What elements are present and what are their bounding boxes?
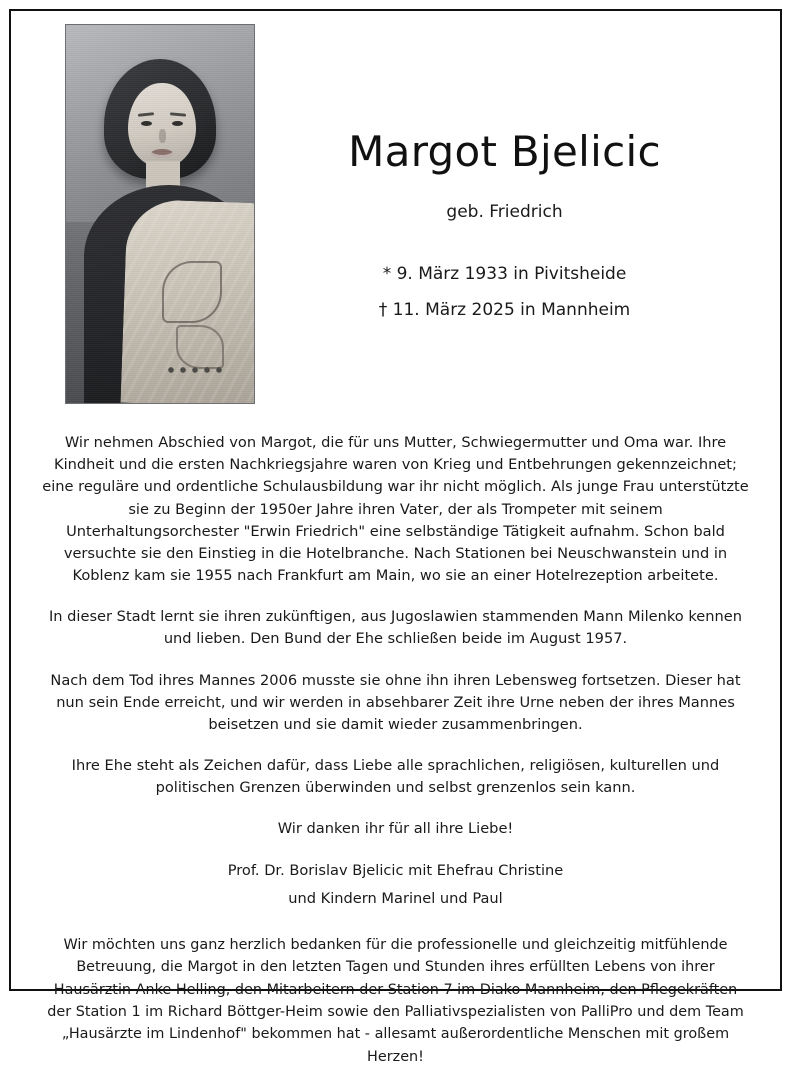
- notice-body: [37, 416, 754, 1068]
- thanks-line: Wir danken ihr für all ihre Liebe!: [277, 820, 514, 838]
- paragraph-2: In dieser Stadt lernt sie ihren zukünftigen, aus Jugoslawien stammenden Mann Milenko kennen und lieben. Den Bund der Ehe schließen beide im August 1957.: [48, 608, 743, 648]
- portrait-container: [37, 24, 255, 404]
- signature-line-2: und Kindern Marinel und Paul: [288, 889, 503, 907]
- paragraph-1: Wir nehmen Abschied von Margot, die für uns Mutter, Schwiegermutter und Oma war. Ihre Kindheit und die ersten Nachkriegsjahre waren von Krieg und Entbehrungen gekennzeichnet; eine reguläre und ordentliche Schulausbildung war ihr nicht möglich. Als junge Frau unterstützte sie zu Beginn der 1950er Jahre ihren Vater, der als Trompeter mit seinem Unterhaltungsorchester "Erwin Friedrich" eine selbständige Tätigkeit aufnahm. Schon bald versuchte sie den Einstieg in die Hotelbranche. Nach Stationen bei Neuschwanstein und in Koblenz kam sie 1955 nach Frankfurt am Main, wo sie an einer Hotelrezeption arbeitete.: [42, 434, 749, 585]
- shawl-motif-lower: [176, 325, 224, 369]
- birth-line: * 9. März 1933 in Pivitsheide: [382, 264, 627, 285]
- shawl-motif-upper: [162, 261, 222, 323]
- identity-block: [255, 24, 754, 320]
- portrait-nose: [159, 129, 166, 143]
- signature-line-1: Prof. Dr. Borislav Bjelicic mit Ehefrau Christine: [227, 861, 564, 879]
- portrait-eye-right: [172, 121, 183, 126]
- portrait-photo: [65, 24, 255, 404]
- death-line: † 11. März 2025 in Mannheim: [378, 300, 631, 321]
- notice-header: [37, 24, 754, 416]
- deceased-name: Margot Bjelicic: [348, 127, 661, 176]
- portrait-mouth: [151, 149, 173, 158]
- paragraph-4: Ihre Ehe steht als Zeichen dafür, dass Liebe alle sprachlichen, religiösen, kulturellen und politischen Grenzen überwinden und selbst grenzenlos sein kann.: [71, 757, 720, 797]
- notice-content: [11, 11, 780, 1065]
- closing-acknowledgement: Wir möchten uns ganz herzlich bedanken für die professionelle und gleichzeitig mitfühlende Betreuung, die Margot in den letzten Tagen und Stunden ihres erfüllten Lebens von ihrer Hausärztin Anke Helling, den Mitarbeitern der Station 7 im Diako Mannheim, den Pflegekräften der Station 1 im Richard Böttger-Heim sowie den Palliativspezialisten von PalliPro und dem Team „Hausärzte im Lindenhof" bekommen hat - allesamt außerordentliche Menschen mit großem Herzen!: [47, 936, 744, 1065]
- shawl-dot-row: [166, 367, 222, 374]
- paragraph-3: Nach dem Tod ihres Mannes 2006 musste sie ohne ihn ihren Lebensweg fortsetzen. Dieser hat nun sein Ende erreicht, und wir werden in absehbarer Zeit ihre Urne neben der ihres Mannes beisetzen und sie damit wieder zusammenbringen.: [50, 671, 741, 733]
- portrait-eye-left: [141, 121, 152, 126]
- thanks-block: [41, 818, 750, 910]
- maiden-name: geb. Friedrich: [446, 202, 563, 223]
